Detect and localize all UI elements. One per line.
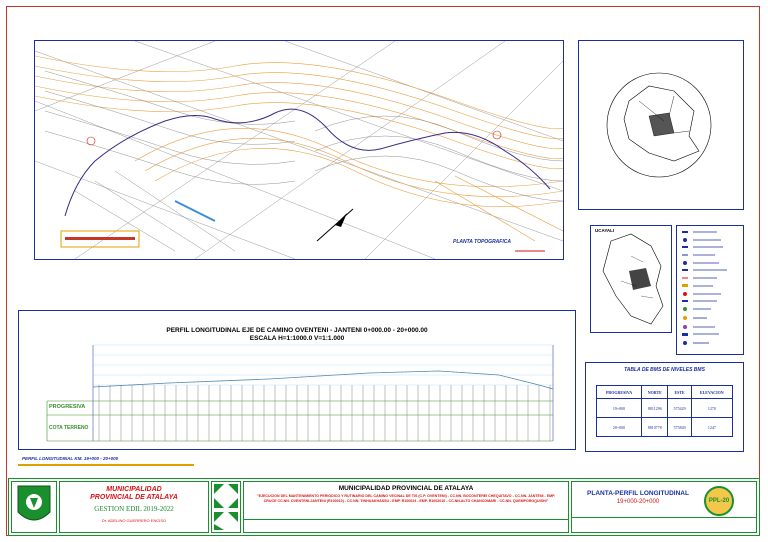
table-cell: 8810778 bbox=[642, 418, 668, 437]
table-cell: 1270 bbox=[691, 399, 732, 418]
profile-title: PERFIL LONGITUDINAL EJE DE CAMINO OVENTENI - JANTENI 0+000.00 - 20+000.00 bbox=[166, 327, 428, 334]
table-cell: 575849 bbox=[668, 418, 691, 437]
title-block bbox=[8, 478, 760, 536]
bm-table-title: TABLA DE BMS DE NIVELES BMS bbox=[624, 367, 705, 373]
mayor-name: Dr. ADELINO GUERRERO ENCISO bbox=[101, 518, 167, 523]
profile-panel bbox=[18, 310, 576, 450]
project-description: "EJECUCION DEL MANTENIMIENTO PERIODICO Y RUTINARIO DEL CAMINO VECINAL DE TIS (C.P. OVENTENI) - CC.NN. BOCONTEREI CHEQUITAVO - CC.NN. JANTENI - EMP. CRUCE CC.NN. OVENTENI-JANTENI (R100010) - CC.NN. TINHUAKHASSU - EMP. R100024 - EMP. R1002016 - CC.NN.ALTO CHANCOMARI - CC.NN. QUEMPOROQUISHI" bbox=[256, 494, 556, 503]
logo-cell bbox=[11, 481, 57, 533]
org-cell bbox=[59, 481, 209, 533]
table-header-cell: NORTE bbox=[642, 386, 668, 399]
table-cell: 8811296 bbox=[642, 399, 668, 418]
sheet-cell bbox=[571, 481, 757, 533]
profile-legend-underline bbox=[18, 464, 194, 466]
peru-map-drawing bbox=[591, 226, 671, 332]
table-header-cell: ESTE bbox=[668, 386, 691, 399]
sheet-code: PPL-20 bbox=[708, 498, 730, 504]
org-line1: MUNICIPALIDAD bbox=[106, 486, 162, 493]
legend-panel bbox=[676, 225, 744, 355]
municipal-crest-icon bbox=[12, 482, 56, 532]
bm-table-panel bbox=[585, 362, 744, 452]
district-map-panel bbox=[578, 40, 744, 210]
location-map-label: UCAYALI bbox=[595, 228, 615, 233]
district-map-drawing bbox=[579, 41, 743, 209]
main-title: MUNICIPALIDAD PROVINCIAL DE ATALAYA bbox=[338, 485, 474, 492]
profile-drawing bbox=[19, 311, 575, 449]
table-cell: 20+000 bbox=[597, 418, 642, 437]
decorative-pattern-icon bbox=[212, 482, 240, 532]
table-cell: 1247 bbox=[691, 418, 732, 437]
profile-legend-label: PERFIL LONGITUDINAL KM. 19+000 - 20+000 bbox=[22, 456, 119, 461]
table-row bbox=[597, 399, 733, 418]
sheet-info-row bbox=[572, 517, 756, 532]
profile-scale: ESCALA H=1:1000.0 V=1:1.000 bbox=[249, 335, 345, 342]
sheet-range: 19+000-20+000 bbox=[616, 499, 660, 505]
row-label-progresiva: PROGRESIVA bbox=[49, 404, 86, 410]
pattern-cell bbox=[211, 481, 241, 533]
table-header-row bbox=[597, 386, 733, 399]
sheet-code-badge bbox=[704, 486, 734, 516]
sheet-title: PLANTA-PERFIL LONGITUDINAL bbox=[587, 490, 689, 497]
table-header-cell: ELEVACION bbox=[691, 386, 732, 399]
plan-view-label: PLANTA TOPOGRAFICA bbox=[453, 239, 511, 245]
bm-table bbox=[596, 385, 733, 437]
gestion-label: GESTION EDIL 2019-2022 bbox=[94, 505, 174, 513]
location-map-panel bbox=[590, 225, 672, 333]
signature-row bbox=[244, 519, 568, 532]
org-line2: PROVINCIAL DE ATALAYA bbox=[90, 494, 178, 501]
plan-view-panel bbox=[34, 40, 564, 260]
table-header-cell: PROGRESIVA bbox=[597, 386, 642, 399]
table-cell: 575429 bbox=[668, 399, 691, 418]
legend-symbols bbox=[677, 226, 743, 354]
table-cell: 19+000 bbox=[597, 399, 642, 418]
plan-view-drawing bbox=[35, 41, 563, 259]
north-arrow-icon bbox=[317, 209, 353, 241]
row-label-cota: COTA TERRENO bbox=[49, 425, 89, 431]
project-cell bbox=[243, 481, 569, 533]
table-row bbox=[597, 418, 733, 437]
